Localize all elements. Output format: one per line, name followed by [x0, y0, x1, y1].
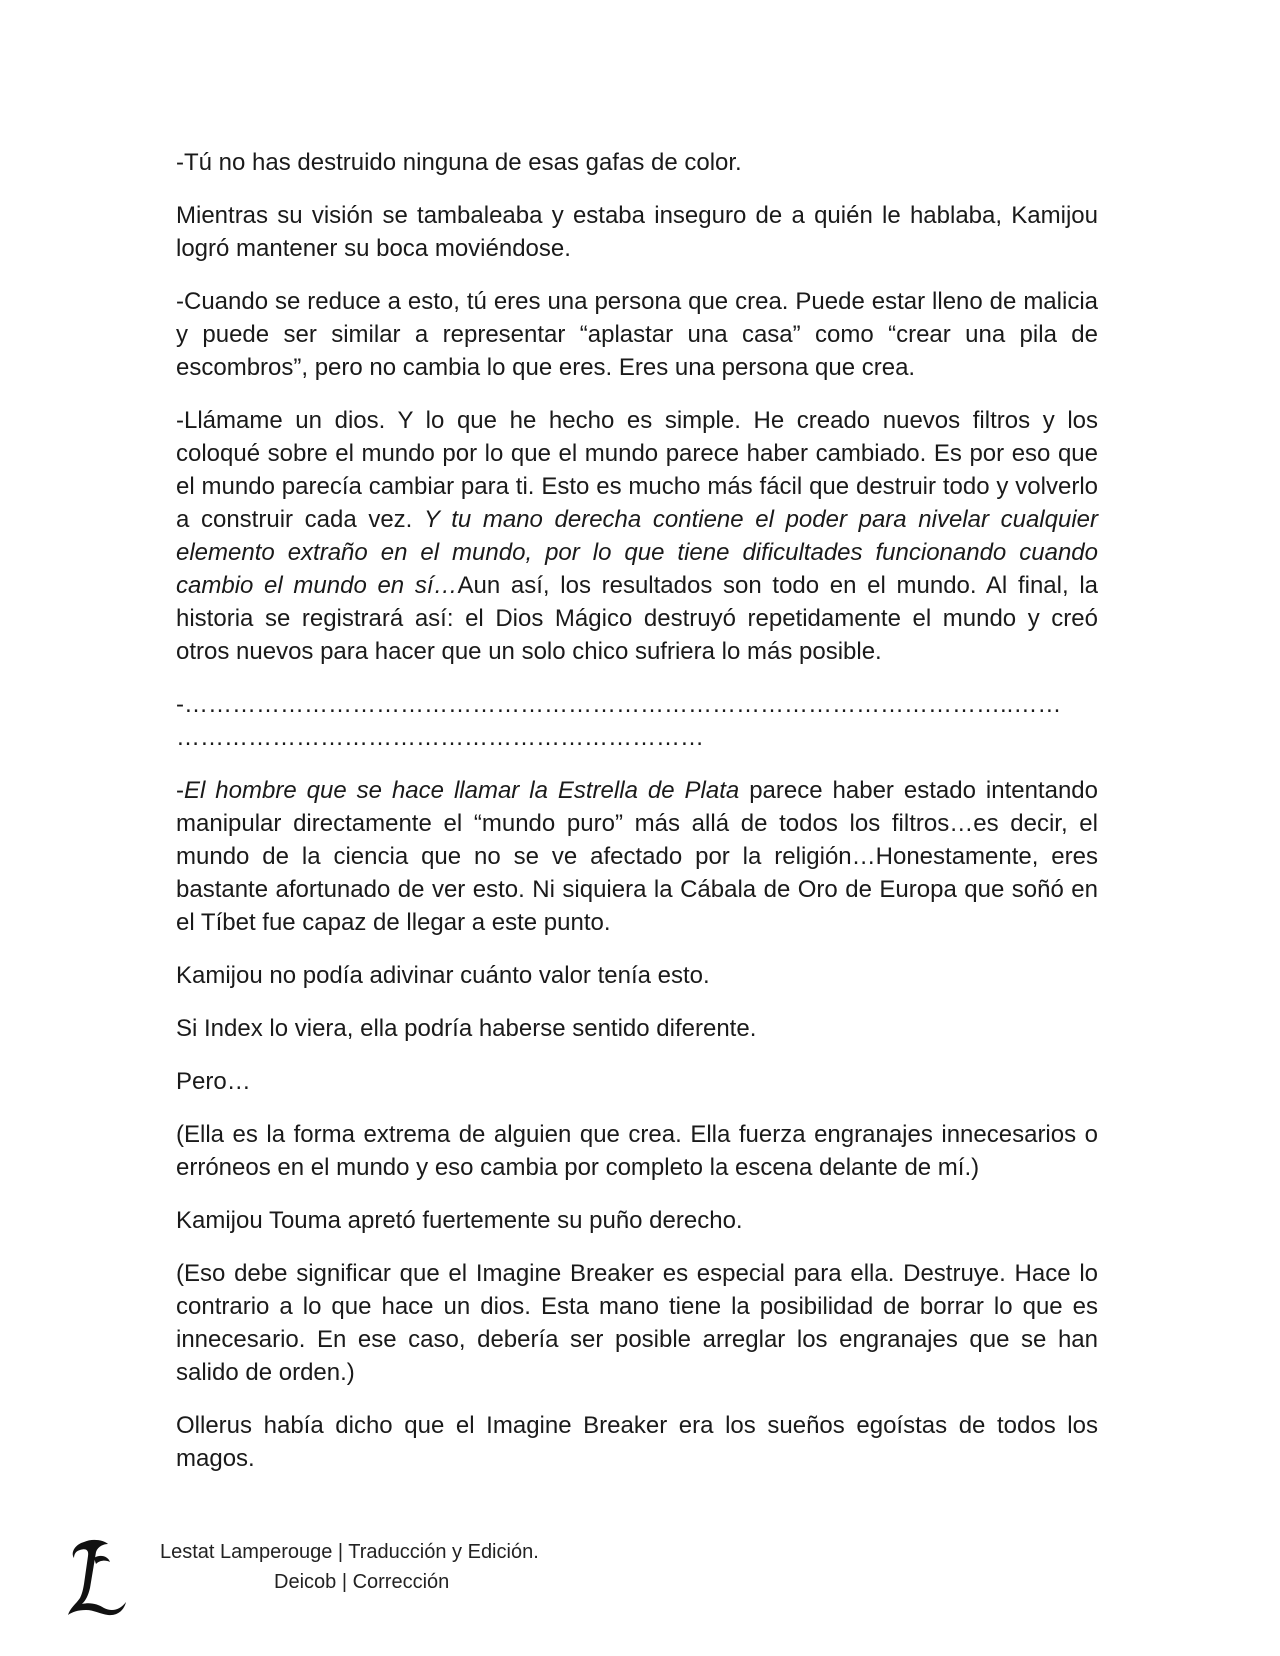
text-segment: (Ella es la forma extrema de alguien que crea. Ella fuerza engranajes innecesarios o erróneos en el mundo y eso cambia por completo la escena delante de mí.)	[176, 1121, 1098, 1181]
paragraph	[176, 146, 1098, 179]
paragraph	[176, 285, 1098, 384]
paragraph	[176, 1204, 1098, 1237]
page-footer	[64, 1534, 664, 1624]
paragraph	[176, 1118, 1098, 1184]
credit-correction: Deicob | Corrección	[274, 1571, 450, 1593]
dotted-separator	[176, 688, 1098, 754]
paragraph	[176, 199, 1098, 265]
paragraph	[176, 959, 1098, 992]
paragraph	[176, 404, 1098, 668]
text-segment: Kamijou Touma apretó fuertemente su puño derecho.	[176, 1207, 743, 1234]
document-body	[176, 146, 1098, 1495]
paragraph	[176, 1012, 1098, 1045]
paragraph	[176, 774, 1098, 939]
text-segment: -Llámame un dios. Y lo que he hecho es simple. He creado nuevos filtros y los coloqué sobre el mundo por lo que el mundo parece haber cambiado. Es por eso que el mundo parecía cambiar para ti. Esto es mucho más fácil que destruir todo y volverlo a construir cada vez.	[176, 407, 1098, 533]
text-segment: Ollerus había dicho que el Imagine Breaker era los sueños egoístas de todos los magos.	[176, 1412, 1098, 1472]
text-segment: -	[176, 777, 184, 804]
text-segment: Mientras su visión se tambaleaba y estaba inseguro de a quién le hablaba, Kamijou logró mantener su boca moviéndose.	[176, 202, 1098, 262]
paragraph	[176, 1409, 1098, 1475]
dotted-line: -…………………………………………………………………………………………..……	[176, 691, 1062, 718]
text-segment: Si Index lo viera, ella podría haberse sentido diferente.	[176, 1015, 757, 1042]
italic-text: Y tu mano derecha contiene el poder para nivelar cualquier elemento extraño en el mundo, por lo que tiene dificultades funcionando cuando cambio el mundo en sí…	[176, 506, 1098, 599]
paragraph	[176, 1065, 1098, 1098]
dotted-line: …………………………………………………………	[176, 724, 704, 751]
text-segment: Pero…	[176, 1068, 251, 1095]
credit-translation: Lestat Lamperouge | Traducción y Edición.	[160, 1541, 539, 1563]
translator-logo	[64, 1536, 134, 1616]
text-segment: Kamijou no podía adivinar cuánto valor tenía esto.	[176, 962, 710, 989]
paragraph	[176, 1257, 1098, 1389]
text-segment: Aun así, los resultados son todo en el mundo. Al final, la historia se registrará así: el Dios Mágico destruyó repetidamente el mundo y creó otros nuevos para hacer que un solo chico sufriera lo más posible.	[176, 572, 1098, 665]
italic-text: El hombre que se hace llamar la Estrella de Plata	[184, 777, 740, 804]
text-segment: parece haber estado intentando manipular directamente el “mundo puro” más allá de todos los filtros…es decir, el mundo de la ciencia que no se ve afectado por la religión…Honestamente, eres bastante afortunado de ver esto. Ni siquiera la Cábala de Oro de Europa que soñó en el Tíbet fue capaz de llegar a este punto.	[176, 777, 1098, 936]
text-segment: (Eso debe significar que el Imagine Breaker es especial para ella. Destruye. Hace lo contrario a lo que hace un dios. Esta mano tiene la posibilidad de borrar lo que es innecesario. En ese caso, debería ser posible arreglar los engranajes que se han salido de orden.)	[176, 1260, 1098, 1386]
text-segment: -Cuando se reduce a esto, tú eres una persona que crea. Puede estar lleno de malicia y puede ser similar a representar “aplastar una casa” como “crear una pila de escombros”, pero no cambia lo que eres. Eres una persona que crea.	[176, 288, 1098, 381]
text-segment: -Tú no has destruido ninguna de esas gafas de color.	[176, 149, 742, 176]
